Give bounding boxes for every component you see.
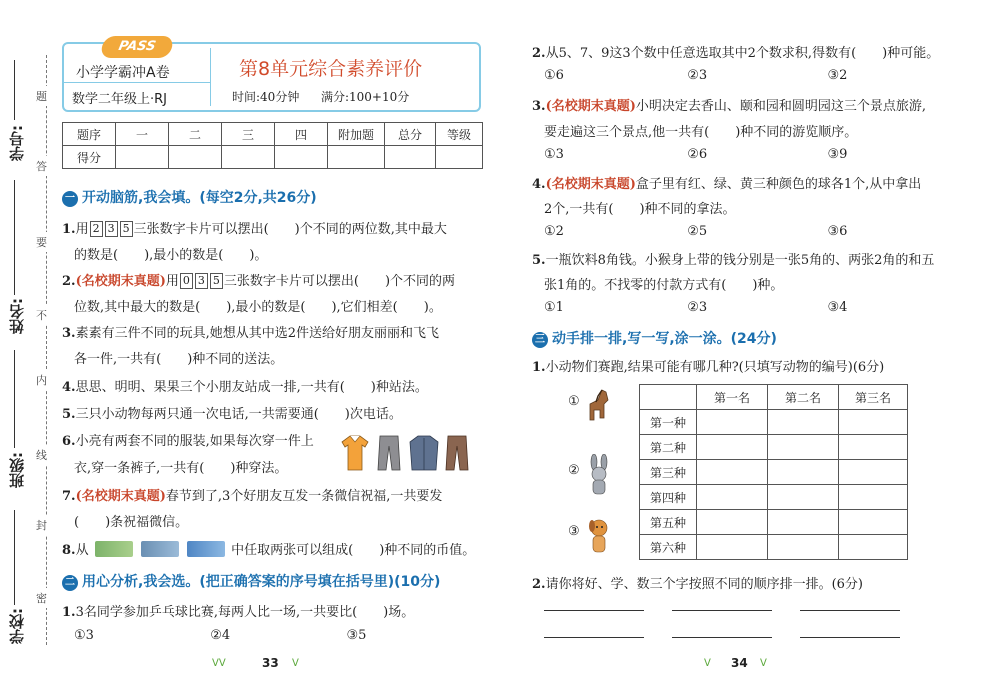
page-number-right: 34 [731,656,748,670]
sprout-icon: ᐯ [704,658,711,669]
answer-cell[interactable] [768,410,839,435]
student-number-label: 学号: [8,125,26,161]
score-table-header: 题序 一 二 三 四 附加题 总分 等级 [63,123,483,146]
answer-cell[interactable] [697,485,768,510]
pass-logo: PASS [100,36,175,58]
page-number-left: 33 [262,656,279,670]
question-2-4-cont: 2个,一共有( )种不同的拿法。 [544,202,736,217]
digit-card: 3 [195,273,208,289]
question-1-8: 8.从 中任取两张可以组成( )种不同的币值。 [62,543,476,558]
exam-meta [232,88,409,105]
question-1-7-cont: ( )条祝福微信。 [74,515,189,530]
race-table-header: 第一名 第二名 第三名 [640,385,908,410]
answer-cell[interactable] [697,510,768,535]
seal-dashed-line [46,55,47,645]
answer-cell[interactable] [697,460,768,485]
exam-header [62,39,481,112]
question-2-1: 1.3名同学参加乒乓球比赛,每两人比一场,一共要比( )场。 [62,605,415,620]
answer-cell[interactable] [768,460,839,485]
sprout-icon: ᐯ [292,658,299,669]
animal-label: ③ [568,524,580,539]
option[interactable]: ①1 [544,300,564,315]
answer-cell[interactable] [839,460,908,485]
student-number-line [14,60,15,120]
question-2-3-cont: 要走遍这三个景点,他一共有( )种不同的游览顺序。 [544,125,858,140]
school-label: 学校: [8,608,26,644]
question-1-1: 1.用 2 3 5 三张数字卡片可以摆出( )个不同的两位数,其中最大 [62,222,447,237]
answer-blank[interactable] [800,610,900,611]
section-2-title: 二 用心分析,我会选。(把正确答案的序号填在括号里)(10分) [62,571,440,591]
gray-pants-icon [378,436,400,470]
question-1-4: 4.思思、明明、果果三个小朋友站成一排,一共有( )种站法。 [62,380,428,395]
question-2-5-options [544,300,847,315]
answer-cell[interactable] [839,435,908,460]
score-cell[interactable] [169,146,222,169]
question-1-3: 3.素素有三件不同的玩具,她想从其中选2件送给好朋友丽丽和飞飞 [62,326,439,341]
option[interactable]: ②4 [210,628,231,643]
section-number-icon: 二 [62,575,78,591]
option[interactable]: ③6 [827,224,848,239]
race-table-row: 第六种 [640,535,908,560]
class-label: 班级: [8,452,26,488]
score-cell[interactable] [436,146,483,169]
digit-card: 2 [90,221,103,237]
option[interactable]: ②5 [687,224,708,239]
score-cell[interactable] [116,146,169,169]
option[interactable]: ①3 [74,628,94,643]
race-table-row: 第三种 [640,460,908,485]
option[interactable]: ③9 [827,147,848,162]
option[interactable]: ③5 [346,628,367,643]
answer-cell[interactable] [839,410,908,435]
seal-char: 封 [36,515,47,535]
student-name-line [14,180,15,295]
class-line [14,350,15,448]
animal-label: ① [568,394,580,409]
sprout-icon: ᐯᐯ [212,658,226,669]
question-2-3-options [544,147,847,162]
banknote-icon [95,541,133,557]
score-cell[interactable] [328,146,385,169]
student-name-label: 姓名: [8,298,26,334]
race-table-row: 第一种 [640,410,908,435]
answer-cell[interactable] [768,510,839,535]
race-table-row: 第四种 [640,485,908,510]
question-2-4: 4.(名校期末真题)盒子里有红、绿、黄三种颜色的球各1个,从中拿出 [532,177,922,192]
exam-full-score: 满分:100+10分 [320,90,410,104]
score-cell[interactable] [222,146,275,169]
answer-cell[interactable] [839,535,908,560]
section-3-title: 三 动手排一排,写一写,涂一涂。(24分) [532,328,777,348]
seal-char: 线 [36,445,47,465]
question-1-2: 2.(名校期末真题)用 0 3 5 三张数字卡片可以摆出( )个不同的两 [62,274,456,289]
question-1-6: 6.小亮有两套不同的服装,如果每次穿一件上 [62,434,314,449]
race-results-table [639,384,908,560]
option[interactable]: ②6 [687,147,708,162]
race-table-row: 第五种 [640,510,908,535]
question-1-2-cont: 位数,其中最大的数是( ),最小的数是( ),它们相差( )。 [74,300,442,315]
section-1-title: 一 开动脑筋,我会填。(每空2分,共26分) [62,187,317,207]
question-2-1-options [74,628,366,643]
question-2-3: 3.(名校期末真题)小明决定去香山、颐和园和圆明园这三个景点旅游, [532,99,927,114]
seal-char: 不 [36,305,47,325]
option[interactable]: ③2 [827,68,848,83]
answer-blank[interactable] [672,610,772,611]
digit-card: 0 [180,273,193,289]
answer-cell[interactable] [697,535,768,560]
score-cell[interactable] [385,146,436,169]
brown-pants-icon [446,436,468,470]
answer-cell[interactable] [697,435,768,460]
blue-jacket-icon [410,436,438,470]
race-table-row: 第二种 [640,435,908,460]
answer-cell[interactable] [697,410,768,435]
digit-card: 3 [105,221,118,237]
answer-cell[interactable] [839,485,908,510]
question-1-7: 7.(名校期末真题)春节到了,3个好朋友互发一条微信祝福,一共要发 [62,489,443,504]
question-1-5: 5.三只小动物每两只通一次电话,一共需要通( )次电话。 [62,407,402,422]
question-3-2: 2.请你将好、学、数三个字按照不同的顺序排一排。(6分) [532,577,863,592]
binding-margin [0,0,60,688]
question-1-6-cont: 衣,穿一条裤子,一共有( )种穿法。 [74,461,288,476]
seal-char: 要 [36,232,47,252]
answer-blank[interactable] [544,637,644,638]
option[interactable]: ②3 [687,300,708,315]
banknote-icon [187,541,225,557]
answer-cell[interactable] [768,535,839,560]
question-2-2: 2.从5、7、9这3个数中任意选取其中2个数求积,得数有( )种可能。 [532,46,940,61]
score-table-row: 得分 [63,146,483,169]
answer-blank[interactable] [544,610,644,611]
seal-char: 答 [36,156,47,176]
question-2-5-cont: 张1角的。不找零的付款方式有( )种。 [544,278,784,293]
answer-cell[interactable] [768,435,839,460]
answer-blank[interactable] [672,637,772,638]
question-3-1: 1.小动物们赛跑,结果可能有哪几种?(只填写动物的编号)(6分) [532,360,885,375]
clothing-illustration [338,432,473,474]
sprout-icon: ᐯ [760,658,767,669]
digit-card: 5 [120,221,133,237]
orange-shirt-icon [342,436,368,470]
seal-char: 密 [36,588,47,608]
option[interactable]: ①2 [544,224,564,239]
question-2-5: 5.一瓶饮料8角钱。小猴身上带的钱分别是一张5角的、两张2角的和五 [532,253,935,268]
question-1-1-cont: 的数是( ),最小的数是( )。 [74,248,268,263]
brand-name: 小学学霸冲A卷 [76,65,170,81]
animal-label: ② [568,463,580,478]
score-cell[interactable] [275,146,328,169]
grade-subject: 数学二年级上·RJ [72,92,167,107]
answer-cell[interactable] [839,510,908,535]
option[interactable]: ②3 [687,68,708,83]
exam-time: 时间:40分钟 [232,90,300,104]
option[interactable]: ③4 [827,300,848,315]
seal-char: 内 [36,370,47,390]
digit-card: 5 [210,273,223,289]
score-table [62,122,483,169]
seal-char: 题 [36,86,47,106]
horse-icon [582,386,618,426]
question-2-2-options [544,68,847,83]
question-1-3-cont: 各一件,一共有( )种不同的送法。 [74,352,284,367]
dog-icon [584,516,614,556]
option[interactable]: ①6 [544,68,564,83]
rabbit-icon [584,454,614,496]
section-number-icon: 一 [62,191,78,207]
question-2-4-options [544,224,847,239]
section-number-icon: 三 [532,332,548,348]
banknote-icon [141,541,179,557]
unit-title: 第8单元综合素养评价 [239,58,423,80]
answer-cell[interactable] [768,485,839,510]
answer-blank[interactable] [800,637,900,638]
school-line [14,510,15,605]
option[interactable]: ①3 [544,147,564,162]
